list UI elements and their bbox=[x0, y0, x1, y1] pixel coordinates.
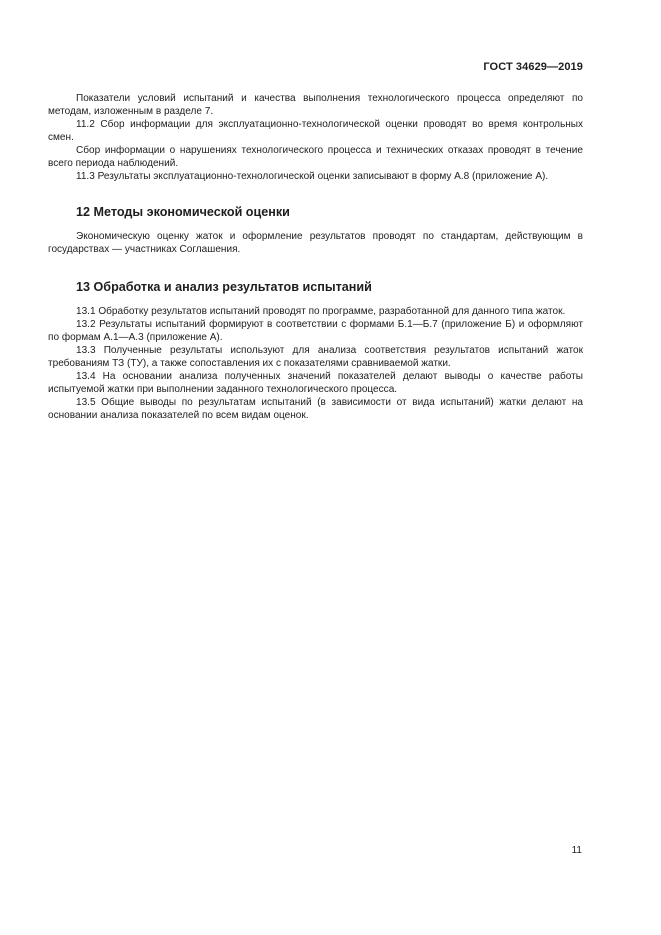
paragraph-13-5: 13.5 Общие выводы по результатам испытаний (в зависимости от вида испытаний) жатки делают на основании анализа показателей по всем видам оценок. bbox=[48, 397, 583, 421]
section-13-heading: 13 Обработка и анализ результатов испытаний bbox=[76, 280, 372, 294]
section-12-heading: 12 Методы экономической оценки bbox=[76, 205, 290, 219]
paragraph-12-economic: Экономическую оценку жаток и оформление результатов проводят по стандартам, действующим в государствах — участниках Соглашения. bbox=[48, 231, 583, 255]
paragraph-13-1: 13.1 Обработку результатов испытаний проводят по программе, разработанной для данного типа жаток. bbox=[76, 306, 566, 317]
paragraph-13-2: 13.2 Результаты испытаний формируют в соответствии с формами Б.1—Б.7 (приложение Б) и оформляют по формам А.1—А.3 (приложение А). bbox=[48, 319, 583, 343]
paragraph-11-1-methods: Показатели условий испытаний и качества выполнения технологического процесса определяют по методам, изложенным в разделе 7. bbox=[48, 93, 583, 117]
paragraph-11-3: 11.3 Результаты эксплуатационно-технологической оценки записывают в форму А.8 (приложение А). bbox=[76, 171, 549, 182]
paragraph-11-2: 11.2 Сбор информации для эксплуатационно-технологической оценки проводят во время контрольных смен. bbox=[48, 119, 583, 143]
document-body bbox=[48, 92, 583, 422]
paragraph-11-2-failures: Сбор информации о нарушениях технологического процесса и технических отказах проводят в течение всего периода наблюдений. bbox=[48, 145, 583, 169]
paragraph-13-3: 13.3 Полученные результаты используют для анализа соответствия результатов испытаний жаток требованиям ТЗ (ТУ), а также сопоставления их с показателями сравниваемой жатки. bbox=[48, 345, 583, 369]
document-code: ГОСТ 34629—2019 bbox=[483, 61, 583, 73]
paragraph-13-4: 13.4 На основании анализа полученных значений показателей делают выводы о качестве работы испытуемой жатки при выполнении заданного технологического процесса. bbox=[48, 371, 583, 395]
page-number: 11 bbox=[571, 845, 582, 856]
